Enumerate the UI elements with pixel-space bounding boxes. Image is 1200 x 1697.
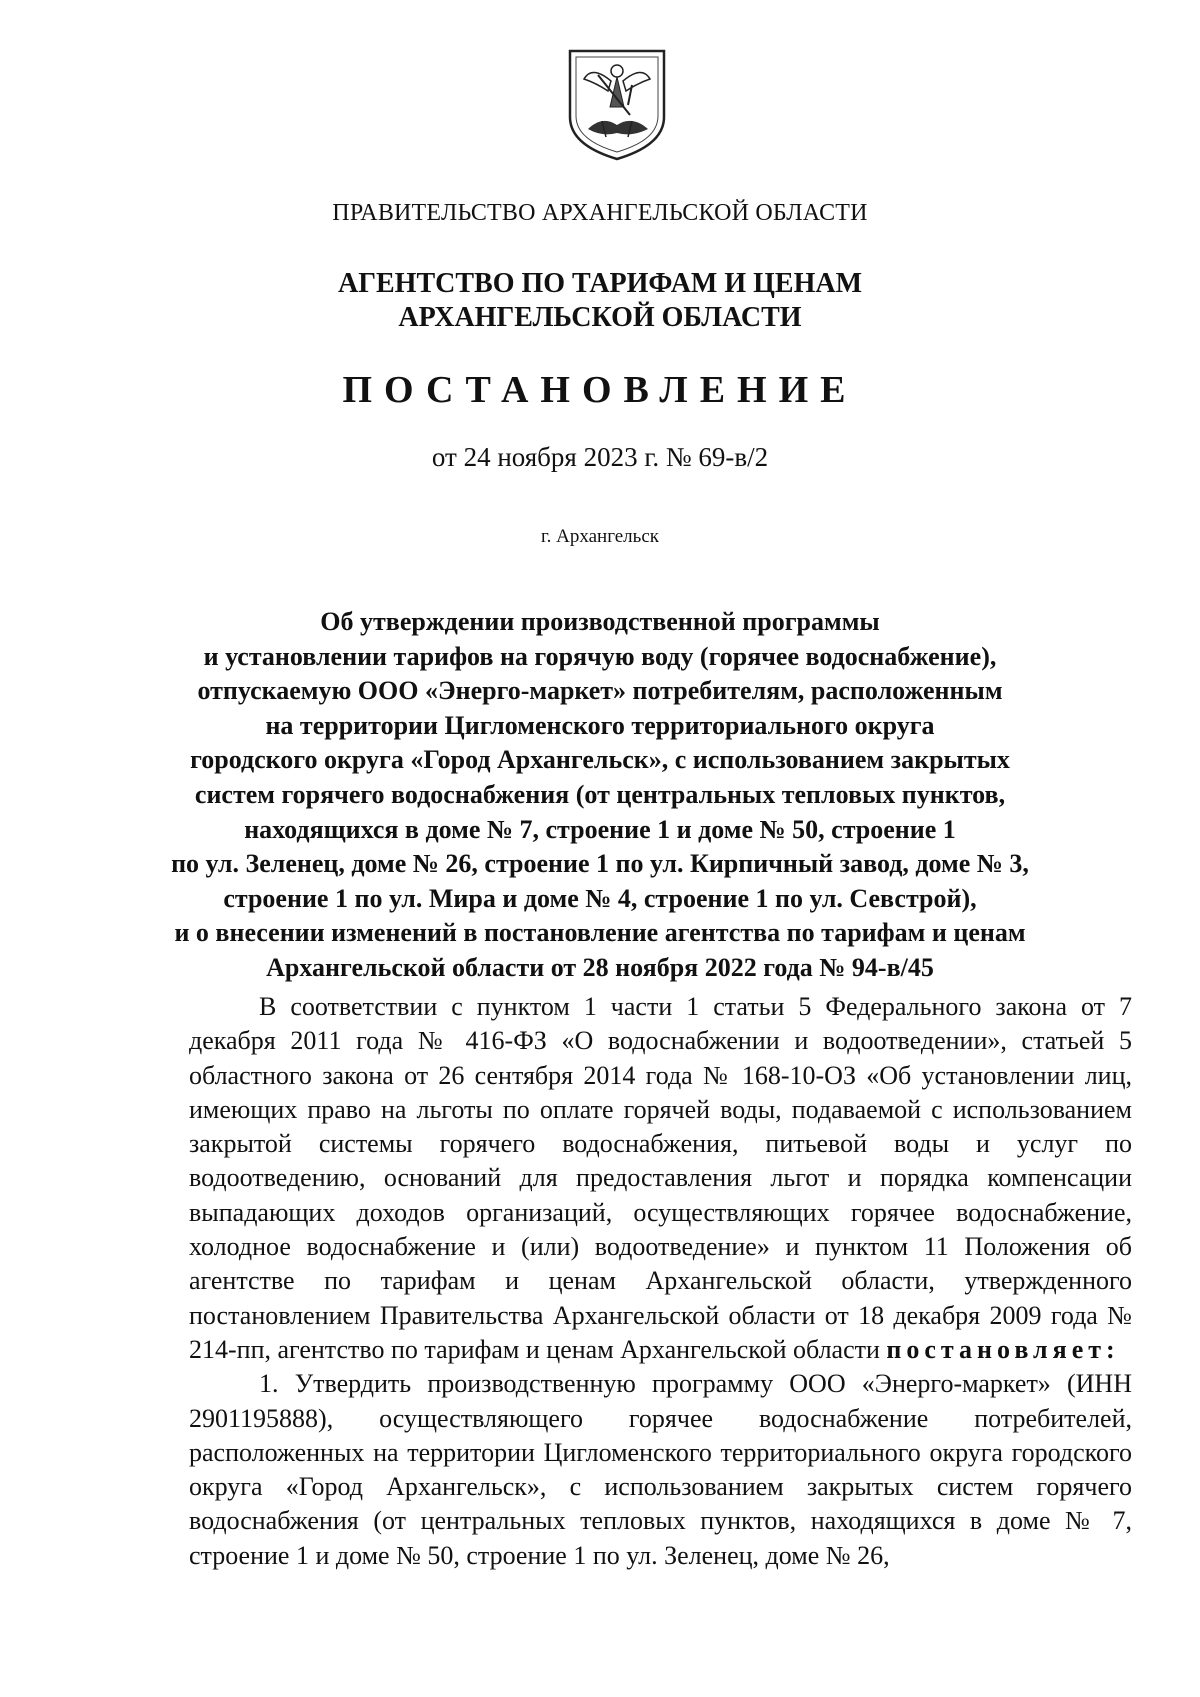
title-line: систем горячего водоснабжения (от центральных тепловых пунктов, bbox=[194, 779, 1006, 809]
title-line: строение 1 по ул. Мира и доме № 4, строение 1 по ул. Севстрой), bbox=[223, 883, 977, 913]
preamble-text: В соответствии с пунктом 1 части 1 статьи 5 Федерального закона от 7 декабря 2011 года № 416-ФЗ «О водоснабжении и водоотведении», статьей 5 областного закона от 26 сентября 2014 года № 168-10-ОЗ «Об установлении лиц, имеющих право на льготы по оплате горячей воды, подаваемой с использованием закрытой системы горячего водоснабжения, питьевой воды и услуг по водоотведению, оснований для предоставления льгот и порядка компенсации выпадающих доходов организаций, осуществляющих горячее водоснабжение, холодное водоснабжение и (или) водоотведение» и пунктом 11 Положения об агентстве по тарифам и ценам Архангельской области, утвержденного постановлением Правительства Архангельской области от 18 декабря 2009 года № 214-пп, агентство по тарифам и ценам Архангельской области bbox=[189, 992, 1132, 1364]
title-line: Об утверждении производственной программы bbox=[320, 607, 880, 636]
government-name: ПРАВИТЕЛЬСТВО АРХАНГЕЛЬСКОЙ ОБЛАСТИ bbox=[332, 200, 868, 226]
decree-word: постановляет: bbox=[886, 1334, 1120, 1364]
title-line: городского округа «Город Архангельск», с использованием закрытых bbox=[190, 745, 1010, 775]
agency-name-line-1: АГЕНТСТВО ПО ТАРИФАМ И ЦЕНАМ bbox=[337, 268, 863, 299]
title-line: отпускаемую ООО «Энерго-маркет» потребителям, расположенным bbox=[197, 676, 1003, 706]
agency-name bbox=[0, 267, 1200, 335]
title-line: по ул. Зеленец, доме № 26, строение 1 по ул. Кирпичный завод, доме № 3, bbox=[171, 849, 1029, 879]
title-line: Архангельской области от 28 ноября 2022 года № 94-в/45 bbox=[266, 952, 934, 982]
title-line: и установлении тарифов на горячую воду (горячее водоснабжение), bbox=[203, 641, 997, 671]
document-city: г. Архангельск bbox=[540, 526, 659, 547]
title-line: на территории Цигломенского территориального округа bbox=[265, 710, 935, 740]
arkhangelsk-coat-of-arms-icon bbox=[562, 45, 672, 163]
title-line: и о внесении изменений в постановление агентства по тарифам и ценам bbox=[174, 918, 1026, 948]
title-line: находящихся в доме № 7, строение 1 и доме № 50, строение 1 bbox=[244, 814, 956, 844]
document-body bbox=[189, 990, 1132, 1573]
document-type: ПОСТАНОВЛЕНИЕ bbox=[342, 369, 858, 411]
document-title bbox=[0, 605, 1200, 986]
preamble-paragraph bbox=[189, 990, 1132, 1367]
item-1-paragraph: 1. Утвердить производственную программу ООО «Энерго-маркет» (ИНН 2901195888), осуществляющего горячее водоснабжение потребителей, расположенных на территории Цигломенского территориального округа городского округа «Город Архангельск», с использованием закрытых систем горячего водоснабжения (от центральных тепловых пунктов, находящихся в доме № 7, строение 1 и доме № 50, строение 1 по ул. Зеленец, доме № 26, bbox=[189, 1369, 1132, 1570]
agency-name-line-2: АРХАНГЕЛЬСКОЙ ОБЛАСТИ bbox=[398, 302, 802, 333]
document-date-number: от 24 ноября 2023 г. № 69-в/2 bbox=[431, 442, 769, 472]
